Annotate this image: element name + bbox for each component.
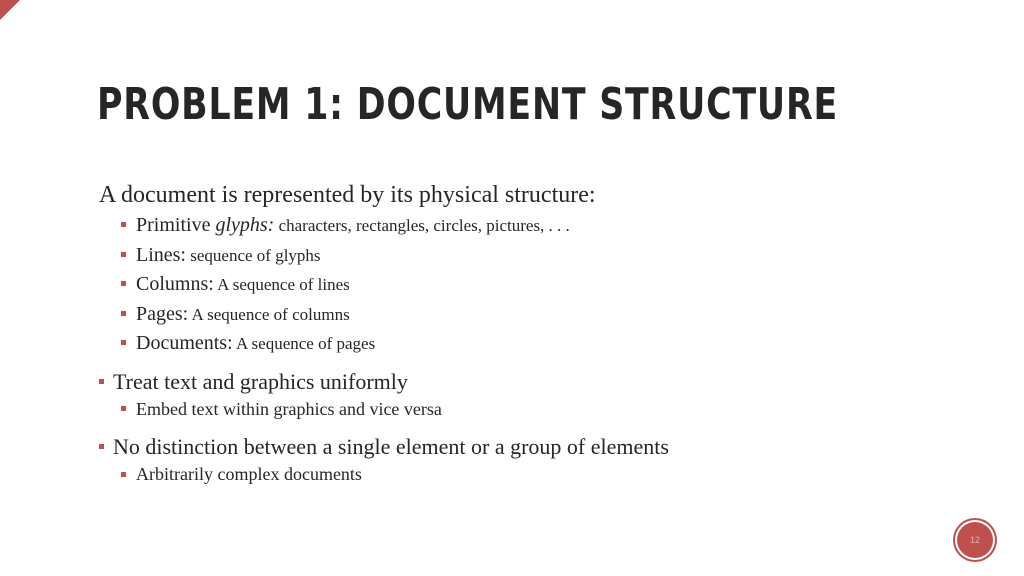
bullet-marker	[121, 281, 126, 286]
list-item-columns	[136, 270, 350, 299]
term-lines: Lines:	[136, 244, 186, 266]
pages-description: A sequence of columns	[188, 305, 350, 324]
slide-title: PROBLEM 1: DOCUMENT STRUCTURE	[97, 79, 839, 130]
term-glyphs: glyphs:	[215, 214, 275, 236]
bullet-marker	[99, 444, 104, 449]
bullet-marker	[121, 340, 126, 345]
documents-description: A sequence of pages	[232, 334, 376, 353]
list-item-documents	[136, 329, 375, 358]
bullet-marker	[99, 379, 104, 384]
lines-description: sequence of glyphs	[186, 246, 321, 265]
bullet-marker	[121, 222, 126, 227]
term-columns: Columns:	[136, 273, 214, 295]
bullet-marker	[121, 406, 126, 411]
bullet-marker	[121, 472, 126, 477]
point-uniform-detail: Embed text within graphics and vice versa	[136, 399, 442, 419]
point-no-distinction: No distinction between a single element or a group of elements	[113, 434, 669, 459]
term-pages: Pages:	[136, 303, 189, 325]
list-item-lines	[136, 241, 321, 270]
glyphs-description: characters, rectangles, circles, pictures, . . .	[274, 216, 570, 235]
point-uniform-treatment: Treat text and graphics uniformly	[113, 369, 408, 394]
bullet-marker	[121, 252, 126, 257]
list-item-glyphs	[136, 211, 570, 240]
list-item-pages	[136, 300, 350, 329]
bullet-marker	[121, 311, 126, 316]
term-documents: Documents:	[136, 332, 233, 354]
columns-description: A sequence of lines	[213, 275, 350, 294]
point-no-distinction-detail: Arbitrarily complex documents	[136, 464, 362, 484]
slide-number-button[interactable]	[957, 522, 993, 558]
term-primitive: Primitive	[136, 214, 216, 236]
slide-number: 12	[969, 535, 980, 545]
lead-statement: A document is represented by its physical structure:	[99, 182, 596, 208]
